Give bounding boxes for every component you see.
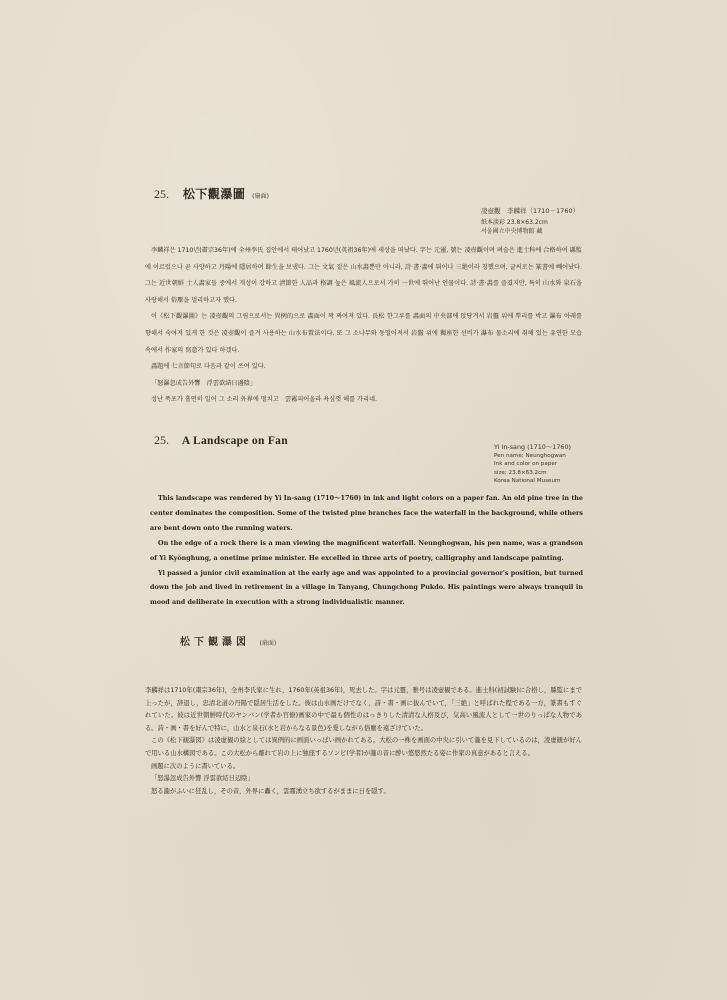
plate-number: 25. [154,433,169,447]
korean-caption [481,207,579,236]
plate-number: 25. [154,187,169,201]
japanese-paragraph: 李麟祥は1710年(粛宗36年)，全州李氏家に生れ，1760年(英祖36年)，死去した。字は元靈，雅号は凌壺観である。進士科(初試験)に合格し，縣監にまで上ったが，辞退し，忠清北道の丹陽で隠居生活をした。彼は山水画だけでなく，詩・書・画に抜んでいて，「三絶」と呼ばれた程である一方，篆書もすぐれていた。彼は近世朝鮮時代のヤンバン(学者か官僚)画家の中で最も個性のはっきりした清清な人格及び，気高い風流人として一世のりっぱな人物である。詩・画・書を好んで特に，山水と泉石(水と岩からなる景色)を愛しながら俗塵を遠ざけていた。 [145,687,582,732]
korean-artist: 凌壺觀 李麟祥（1710－1760） [481,207,580,215]
korean-collection: 서울國立中央博物館 藏 [481,228,543,235]
korean-poem: 「怒瀑忽成告外響 浮雲欲結日邊陰」 [151,379,257,387]
korean-title-text: 松下觀瀑圖 [182,187,246,201]
korean-paragraph: 李麟祥은 1710년(肅宗36年)에 全州李氏 집안에서 태어났고 1760년(英祖36年)에 세상을 떠났다. 字는 元靈, 號는 凌壺觀이며 벼슬은 進士科에 合格하여 縣監에 이르렀으나 곧 사양하고 丹陽에 隱居하며 餘生을 보냈다. 그는 文氣 짙은 山水畵뿐만 아니라, 詩·書·畵에 뛰어나 三絶이라 칭했으며, 글씨로는 篆書에 빼어났다. 그는 近世朝鮮 士人畵家들 중에서 개성이 강하고 淸節한 人品과 格調 높은 風流人으로서 가히 一世에 뛰어난 인물이다. 詩·書·畵를 즐겼지만, 특히 山水와 泉石을 사랑해서 俗塵을 멀리하고자 했다. [145,247,582,304]
english-caption [494,442,571,486]
english-paragraph: This landscape was rendered by Yi In-sang (1710～1760) in ink and light colors on a paper fan. An old pine tree in the center dominates the composition. Some of the twisted pine branches face the waterfall in the background, while others are bent down onto the running waters. [150,494,583,532]
korean-body [145,243,582,409]
japanese-body [145,685,582,798]
korean-paragraph: 이《松下觀瀑圖》는 凌壺觀의 그림으로서는 異例的으로 畵面이 꽉 짜여져 있다. 長松 한그루를 畵面의 中央部에 앉당겨서 岩盤 위에 뿌리를 박고 瀑布 아래를 향해서 숙여져 있게 한 것은 凌壺觀이 즐겨 사용하는 山水布置法이다. 또 그 소나무와 동떨어져서 岩盤 위에 獨座한 선비가 瀑布 물소리에 취해 있는 유연한 모습 속에서 作家의 寫意가 있다 하겠다. [145,313,582,354]
korean-title [154,185,269,202]
korean-poem-translation: 성난 폭포가 홀연히 일어 그 소리 外界에 떨치고 雲霧피어올라 욕심껏 해를 가리네. [151,396,377,404]
english-medium: Ink and color on paper [494,461,558,468]
english-artist: Yi In-sang (1710～1760) [494,443,572,451]
japanese-paragraph: 画題に次のように書いている。 [151,762,240,770]
japanese-poem: 「怒瀑忽成告外響 浮雲欲結日辺陰」 [151,775,254,783]
korean-paragraph: 畵題에 七言節句로 다음과 같이 쓰여 있다. [151,363,266,371]
korean-title-note: (扇面) [252,193,269,200]
japanese-poem-translation: 怒る瀧がふいに狂乱し，その音，外界に轟く，雲霧湧立ち欲するがままに日を隠す。 [151,787,390,795]
english-title [154,433,288,448]
english-paragraph: Yi passed a junior civil examination at the early age and was appointed to a provincial governor's position, but turned down the job and lived in retirement in a village in Tanyang, Chungchong Pukdo. His paintings were always tranquil in mood and deliberate in execution with a strong individualistic manner. [150,568,583,607]
japanese-title [180,633,276,648]
english-title-text: A Landscape on Fan [181,435,288,447]
korean-medium: 紙本淡彩 23.8×63.2cm [481,219,548,226]
english-size: size; 23.8×63.2cm [494,469,547,476]
english-pen-name: Pen name; Neunghogwan [494,453,566,459]
english-body [150,491,583,610]
japanese-title-text: 松下観瀑図 [180,637,250,648]
japanese-title-note: (扇面) [259,640,277,647]
english-collection: Korea National Museum [494,478,561,485]
english-paragraph: On the edge of a rock there is a man viewing the magnificent waterfall. Neunghogwan, his pen name, was a grandson of Yi Kyönghung, a onetime prime minister. He excelled in three arts of poetry, calligraphy and landscape painting. [150,538,583,562]
japanese-paragraph: この《松下観瀑図》は凌虚観の絵としては異例的に画面いっぱい画かれてある。大松の一株を画面の中央に引いて瀧を見下しているのは，凌虚観が好んで用いる山水構図である。この大松から離れて岩の上に独座するソンビ(学者)が瀧の音に酔い悠悠然たる姿に作家の真意があると言える。 [145,737,583,757]
